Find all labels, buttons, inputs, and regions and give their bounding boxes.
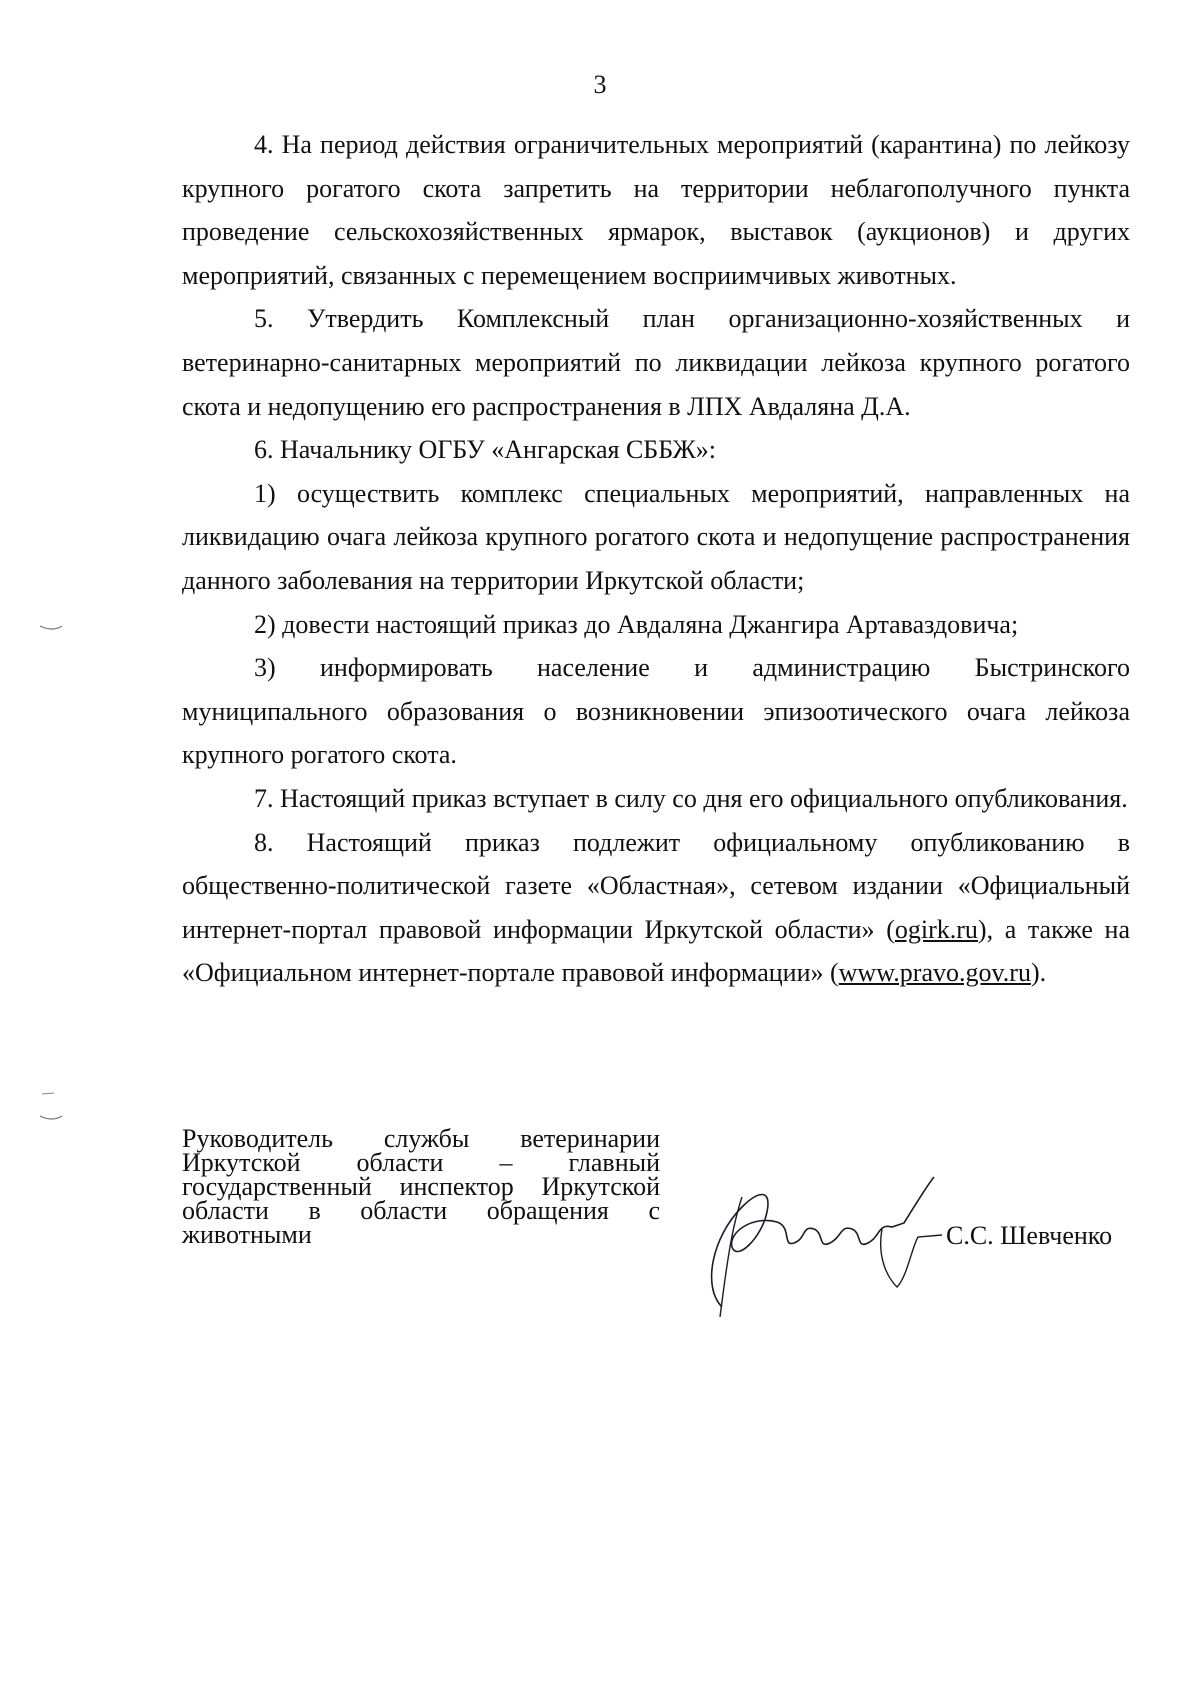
link-ogirk[interactable]: ogirk.ru	[894, 914, 978, 944]
paragraph-6-item-2: 2) довести настоящий приказ до Авдаляна Джангира Артаваздовича;	[254, 609, 1019, 639]
handwritten-signature	[682, 1167, 952, 1317]
scan-margin-mark	[36, 1090, 66, 1124]
paragraph-8-text-a: 8. Настоящий приказ подлежит официальному опубликованию в общественно-политической газете «Областная», сетевом издании «Официальный интернет-портал правовой информации Иркутской области» (	[182, 827, 1130, 944]
document-body	[182, 123, 1130, 995]
paragraph-7: 7. Настоящий приказ вступает в силу со дня его официального опубликования.	[254, 783, 1128, 813]
paragraph-5: 5. Утвердить Комплексный план организационно-хозяйственных и ветеринарно-санитарных мероприятий по ликвидации лейкоза крупного рогатого скота и недопущению его распространения в ЛПХ Авдаляна Д.А.	[182, 304, 1130, 421]
signature-block	[182, 1124, 1130, 1287]
paragraph-6-item-1: 1) осуществить комплекс специальных мероприятий, направленных на ликвидацию очага лейкоза крупного рогатого скота и недопущение распространения данного заболевания на территории Иркутской области;	[182, 478, 1130, 595]
page-number: 3	[593, 70, 607, 99]
paragraph-8-text-c: ).	[1030, 958, 1047, 988]
paragraph-8-text-b: ), а также на «Официальном интернет-портале правовой информации» (	[182, 914, 1130, 988]
signatory-position: Руководитель службы ветеринарии Иркутской области – главный государственный инспектор Иркутской области в области обращения с животными	[182, 1124, 660, 1249]
signatory-name: С.С. Шевченко	[946, 1221, 1113, 1250]
paragraph-6-item-3: 3) информировать население и администрацию Быстринского муниципального образования о возникновении эпизоотического очага лейкоза крупного рогатого скота.	[182, 653, 1130, 770]
scan-margin-mark	[36, 622, 66, 642]
paragraph-6: 6. Начальнику ОГБУ «Ангарская СББЖ»:	[254, 435, 717, 465]
paragraph-4: 4. На период действия ограничительных мероприятий (карантина) по лейкозу крупного рогатого скота запретить на территории неблагополучного пункта проведение сельскохозяйственных ярмарок, выставок (аукционов) и других мероприятий, связанных с перемещением восприимчивых животных.	[182, 130, 1130, 290]
paragraph-8	[182, 821, 1130, 995]
link-pravo[interactable]: www.pravo.gov.ru	[838, 958, 1031, 988]
